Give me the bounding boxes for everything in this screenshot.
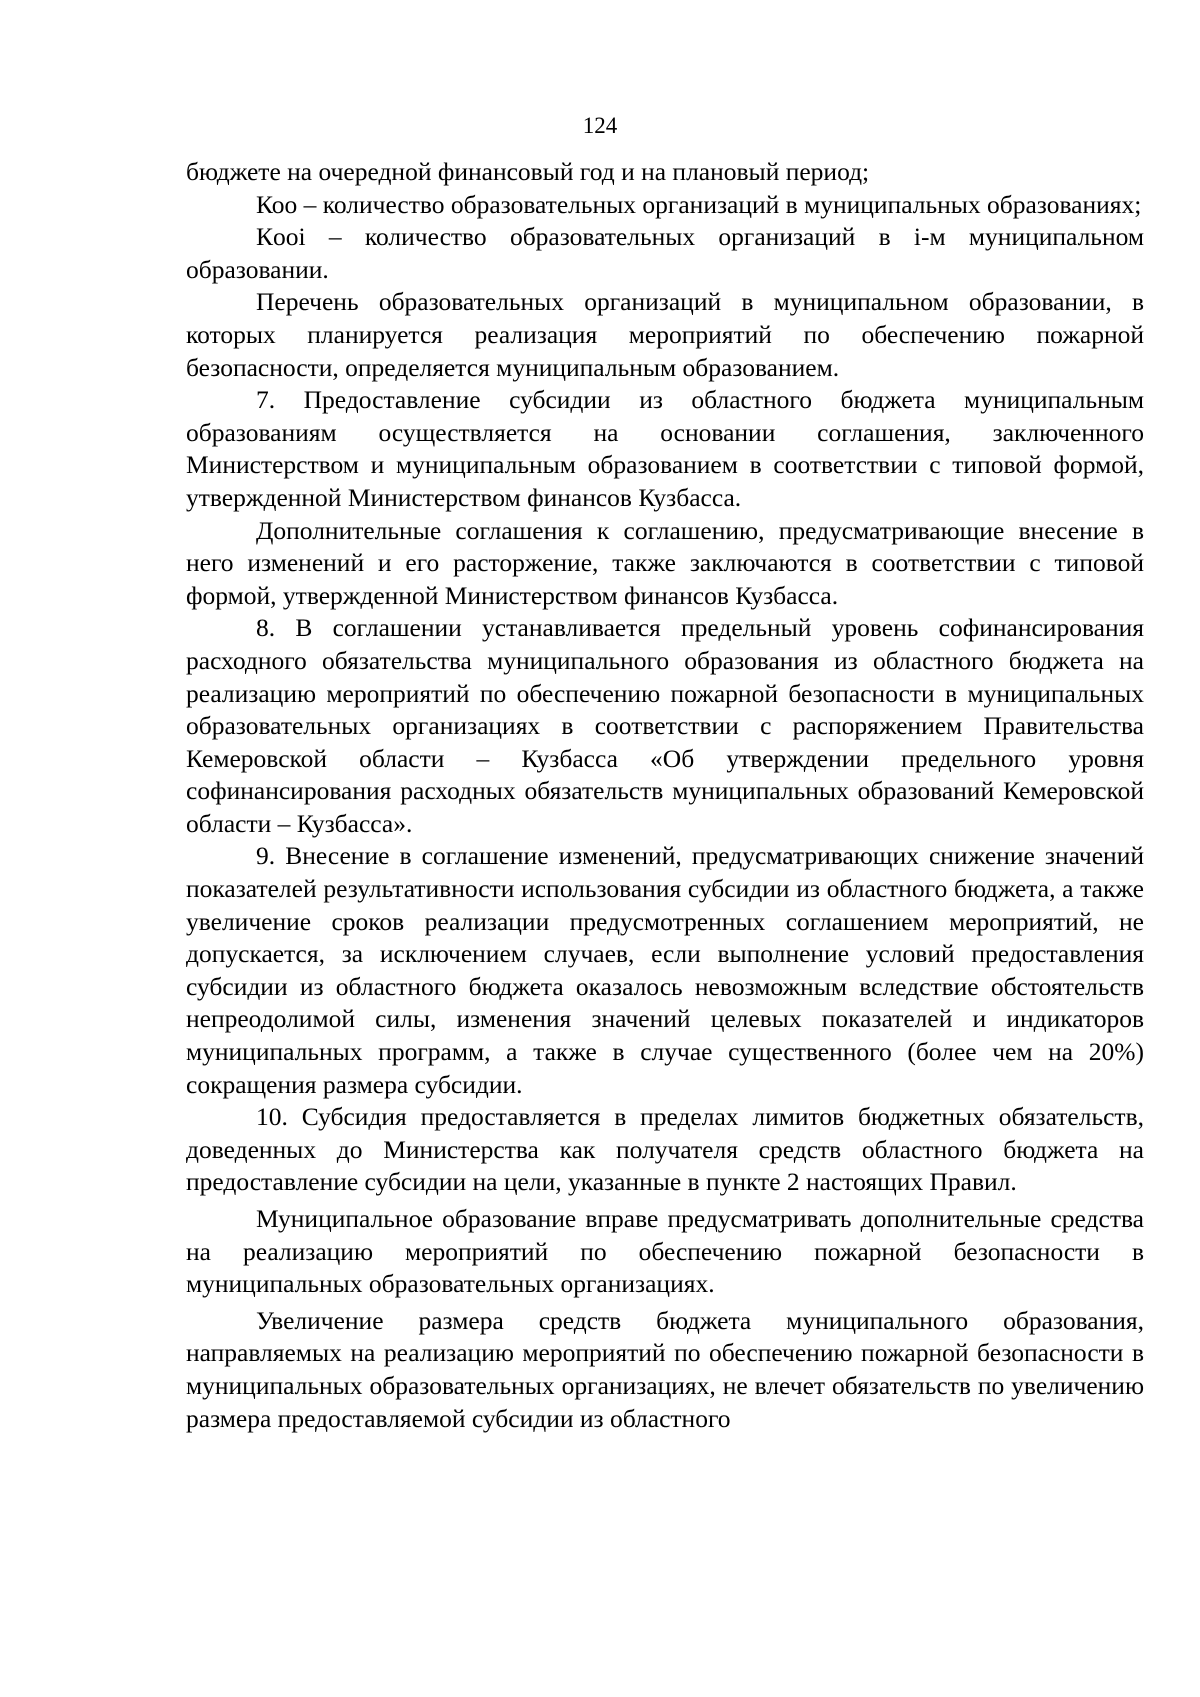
paragraph: Кooi – количество образовательных организаций в i-м муниципальном образовании. [186,222,1144,284]
paragraph: Дополнительные соглашения к соглашению, предусматривающие внесение в него изменений и его расторжение, также заключаются в соответствии с типовой формой, утвержденной Министерством финансов Кузбасса. [186,515,1144,610]
paragraph: 8. В соглашении устанавливается предельный уровень софинансирования расходного обязательства муниципального образования из областного бюджета на реализацию мероприятий по обеспечению пожарной безопасности в муниципальных образовательных организациях в соответствии с распоряжением Правительства Кемеровской области – Кузбасса «Об утверждении предельного уровня софинансирования расходных обязательств муниципальных образований Кемеровской области – Кузбасса». [186,613,1144,838]
page-number: 124 [582,113,618,138]
paragraph: бюджете на очередной финансовый год и на плановый период; [186,157,870,186]
paragraph: Увеличение размера средств бюджета муниципального образования, направляемых на реализацию мероприятий по обеспечению пожарной безопасности в муниципальных образовательных организациях, не влечет обязательств по увеличению размера предоставляемой субсидии из областного [186,1305,1144,1433]
paragraph: 7. Предоставление субсидии из областного бюджета муниципальным образованиям осуществляется на основании соглашения, заключенного Министерством и муниципальным образованием в соответствии с типовой формой, утвержденной Министерством финансов Кузбасса. [186,385,1144,512]
paragraph: Перечень образовательных организаций в муниципальном образовании, в которых планируется реализация мероприятий по обеспечению пожарной безопасности, определяется муниципальным образованием. [186,287,1144,382]
paragraph: Муниципальное образование вправе предусматривать дополнительные средства на реализацию мероприятий по обеспечению пожарной безопасности в муниципальных образовательных организациях. [186,1204,1144,1299]
document-body [186,156,1144,1435]
paragraph: 9. Внесение в соглашение изменений, предусматривающих снижение значений показателей результативности использования субсидии из областного бюджета, а также увеличение сроков реализации предусмотренных соглашением мероприятий, не допускается, за исключением случаев, если выполнение условий предоставления субсидии из областного бюджета оказалось невозможным вследствие обстоятельств непреодолимой силы, изменения значений целевых показателей и индикаторов муниципальных программ, а также в случае существенного (более чем на 20%) сокращения размера субсидии. [186,841,1144,1099]
paragraph: Коо – количество образовательных организаций в муниципальных образованиях; [256,189,1142,219]
paragraph: 10. Субсидия предоставляется в пределах лимитов бюджетных обязательств, доведенных до Министерства как получателя средств областного бюджета на предоставление субсидии на цели, указанные в пункте 2 настоящих Правил. [186,1102,1144,1197]
